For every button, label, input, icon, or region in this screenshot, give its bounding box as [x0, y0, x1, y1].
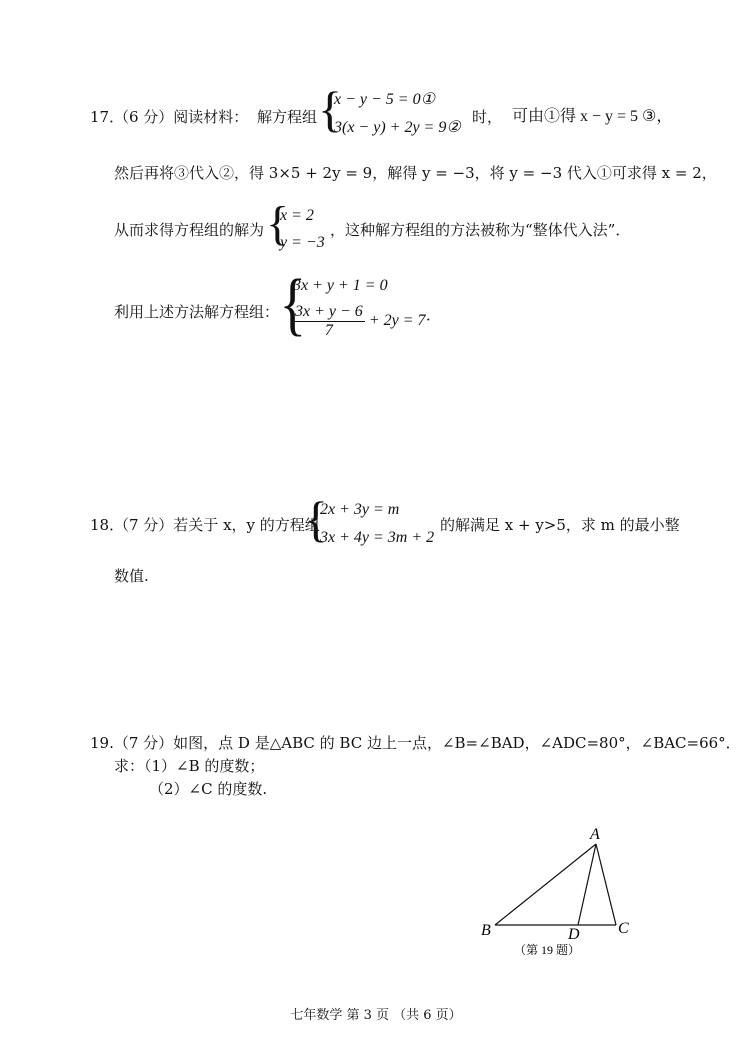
q17-solution-brace: { [266, 197, 290, 250]
q17-task: 利用上述方法解方程组： [114, 303, 280, 321]
q17-when: 时， [472, 108, 503, 126]
figure-caption: （第 19 题） [514, 943, 581, 957]
side-ac [596, 844, 616, 925]
q19-line2: 求：（1）∠B 的度数； [114, 757, 265, 775]
q17-task-eq2-tail: + 2y = 7 [368, 312, 426, 330]
q18-pre: （7 分）若关于 x，y 的方程组 [114, 516, 320, 534]
label-d: D [568, 926, 580, 943]
q17-sol2: y = −3 [280, 234, 325, 251]
q17-eq2: 3(x − y) + 2y = 9② [334, 119, 461, 136]
q18-eq1: 2x + 3y = m [320, 501, 400, 518]
q17-eq1: x − y − 5 = 0① [334, 91, 435, 108]
label-a: A [590, 826, 600, 843]
q18-eq2: 3x + 4y = 3m + 2 [320, 529, 435, 546]
q18-number: 18． [90, 516, 125, 534]
q17-sol1: x = 2 [280, 207, 314, 224]
q17-line2: 然后再将③代入②，得 3×5 + 2y = 9，解得 y = −3，将 y = −3 代入①可求得 x = 2， [114, 164, 717, 182]
q19-line1: 19.（7 分）如图，点 D 是△ABC 的 BC 边上一点，∠B=∠BAD，∠ADC=80°，∠BAC=66°． [90, 734, 741, 752]
page-footer: 七年数学 第 3 页 （共 6 页） [290, 1008, 462, 1023]
q18-post: 的解满足 x + y>5，求 m 的最小整 [440, 516, 680, 534]
label-c: C [618, 920, 629, 937]
label-b: B [481, 922, 491, 939]
q17-system-brace: { [318, 81, 342, 137]
q17-task-eq1: 3x + y + 1 = 0 [293, 277, 388, 294]
q19-triangle-figure [470, 820, 650, 960]
q17-task-eq2 [293, 303, 426, 340]
q17-task-numerator: 3x + y − 6 [295, 303, 363, 320]
q17-task-denominator: 7 [324, 322, 333, 339]
q17-intro: 解方程组 [257, 108, 318, 126]
q17-task-brace: { [279, 266, 307, 343]
q17-task-fraction [293, 303, 365, 340]
q19-line3: （2）∠C 的度数. [149, 780, 268, 798]
q18-system-brace: { [304, 491, 328, 547]
q17-line3-pre: 从而求得方程组的解为 [114, 221, 265, 239]
q17-line1-tail: 可由①得 x − y = 5 ③， [512, 108, 673, 125]
q17-line3-post: ，这种解方程组的方法被称为“整体代入法”． [330, 221, 631, 239]
q18-line2: 数值. [114, 567, 149, 585]
q17-task-end: ． [426, 306, 442, 324]
q17-points: （6 分）阅读材料： [114, 108, 249, 126]
q17-number: 17． [90, 108, 125, 126]
